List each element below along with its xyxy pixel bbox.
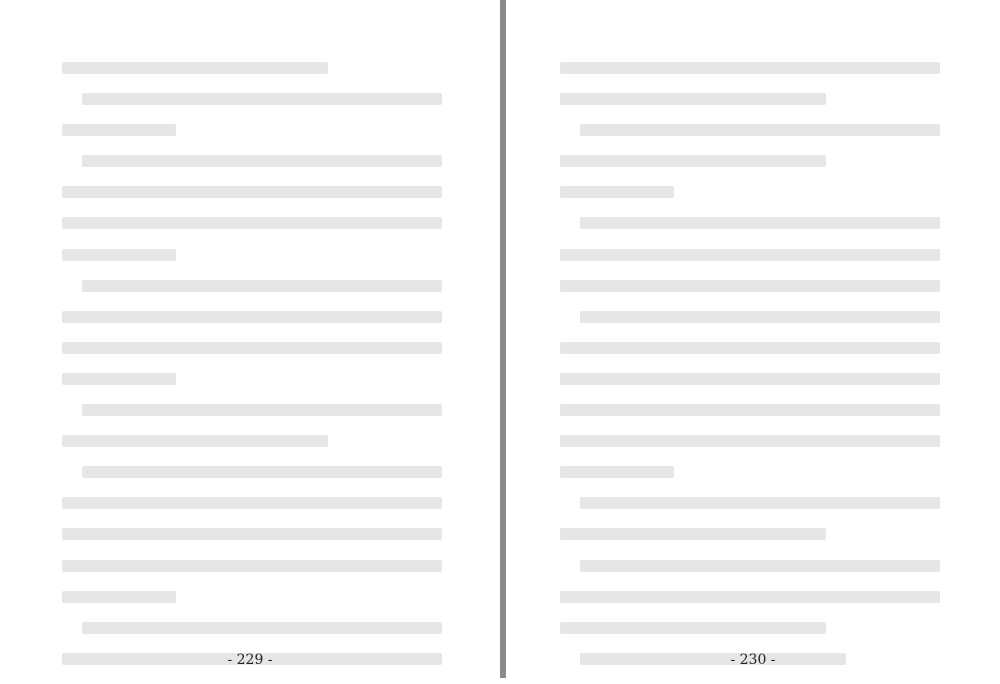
text-line <box>560 155 826 167</box>
text-line <box>580 124 940 136</box>
text-line <box>62 497 442 509</box>
text-line <box>580 497 940 509</box>
text-line <box>580 560 940 572</box>
left-page <box>0 0 500 678</box>
text-line <box>580 217 940 229</box>
text-line <box>560 186 674 198</box>
text-line <box>560 373 940 385</box>
text-line <box>62 560 442 572</box>
text-line <box>62 124 176 136</box>
text-line <box>560 404 940 416</box>
text-line <box>560 62 940 74</box>
text-line <box>62 373 176 385</box>
text-line <box>62 62 328 74</box>
text-line <box>82 280 442 292</box>
text-line <box>560 93 826 105</box>
text-line <box>62 311 442 323</box>
text-line <box>82 93 442 105</box>
page-number: - 230 - <box>730 652 776 668</box>
text-line <box>560 249 940 261</box>
text-line <box>82 155 442 167</box>
redacted-text-block <box>560 62 940 684</box>
text-line <box>62 591 176 603</box>
text-line <box>62 217 442 229</box>
text-line <box>560 466 674 478</box>
text-line <box>62 342 442 354</box>
text-line <box>62 435 328 447</box>
redacted-text-block <box>62 62 442 684</box>
text-line <box>82 622 442 634</box>
text-line <box>560 528 826 540</box>
text-line <box>82 466 442 478</box>
text-line <box>560 435 940 447</box>
text-line <box>580 311 940 323</box>
page-number: - 229 - <box>227 652 273 668</box>
text-line <box>560 591 940 603</box>
text-line <box>560 622 826 634</box>
text-line <box>62 528 442 540</box>
text-line <box>82 404 442 416</box>
text-line <box>62 186 442 198</box>
text-line <box>560 342 940 354</box>
text-line <box>560 280 940 292</box>
text-line <box>62 249 176 261</box>
right-page <box>506 0 1000 678</box>
